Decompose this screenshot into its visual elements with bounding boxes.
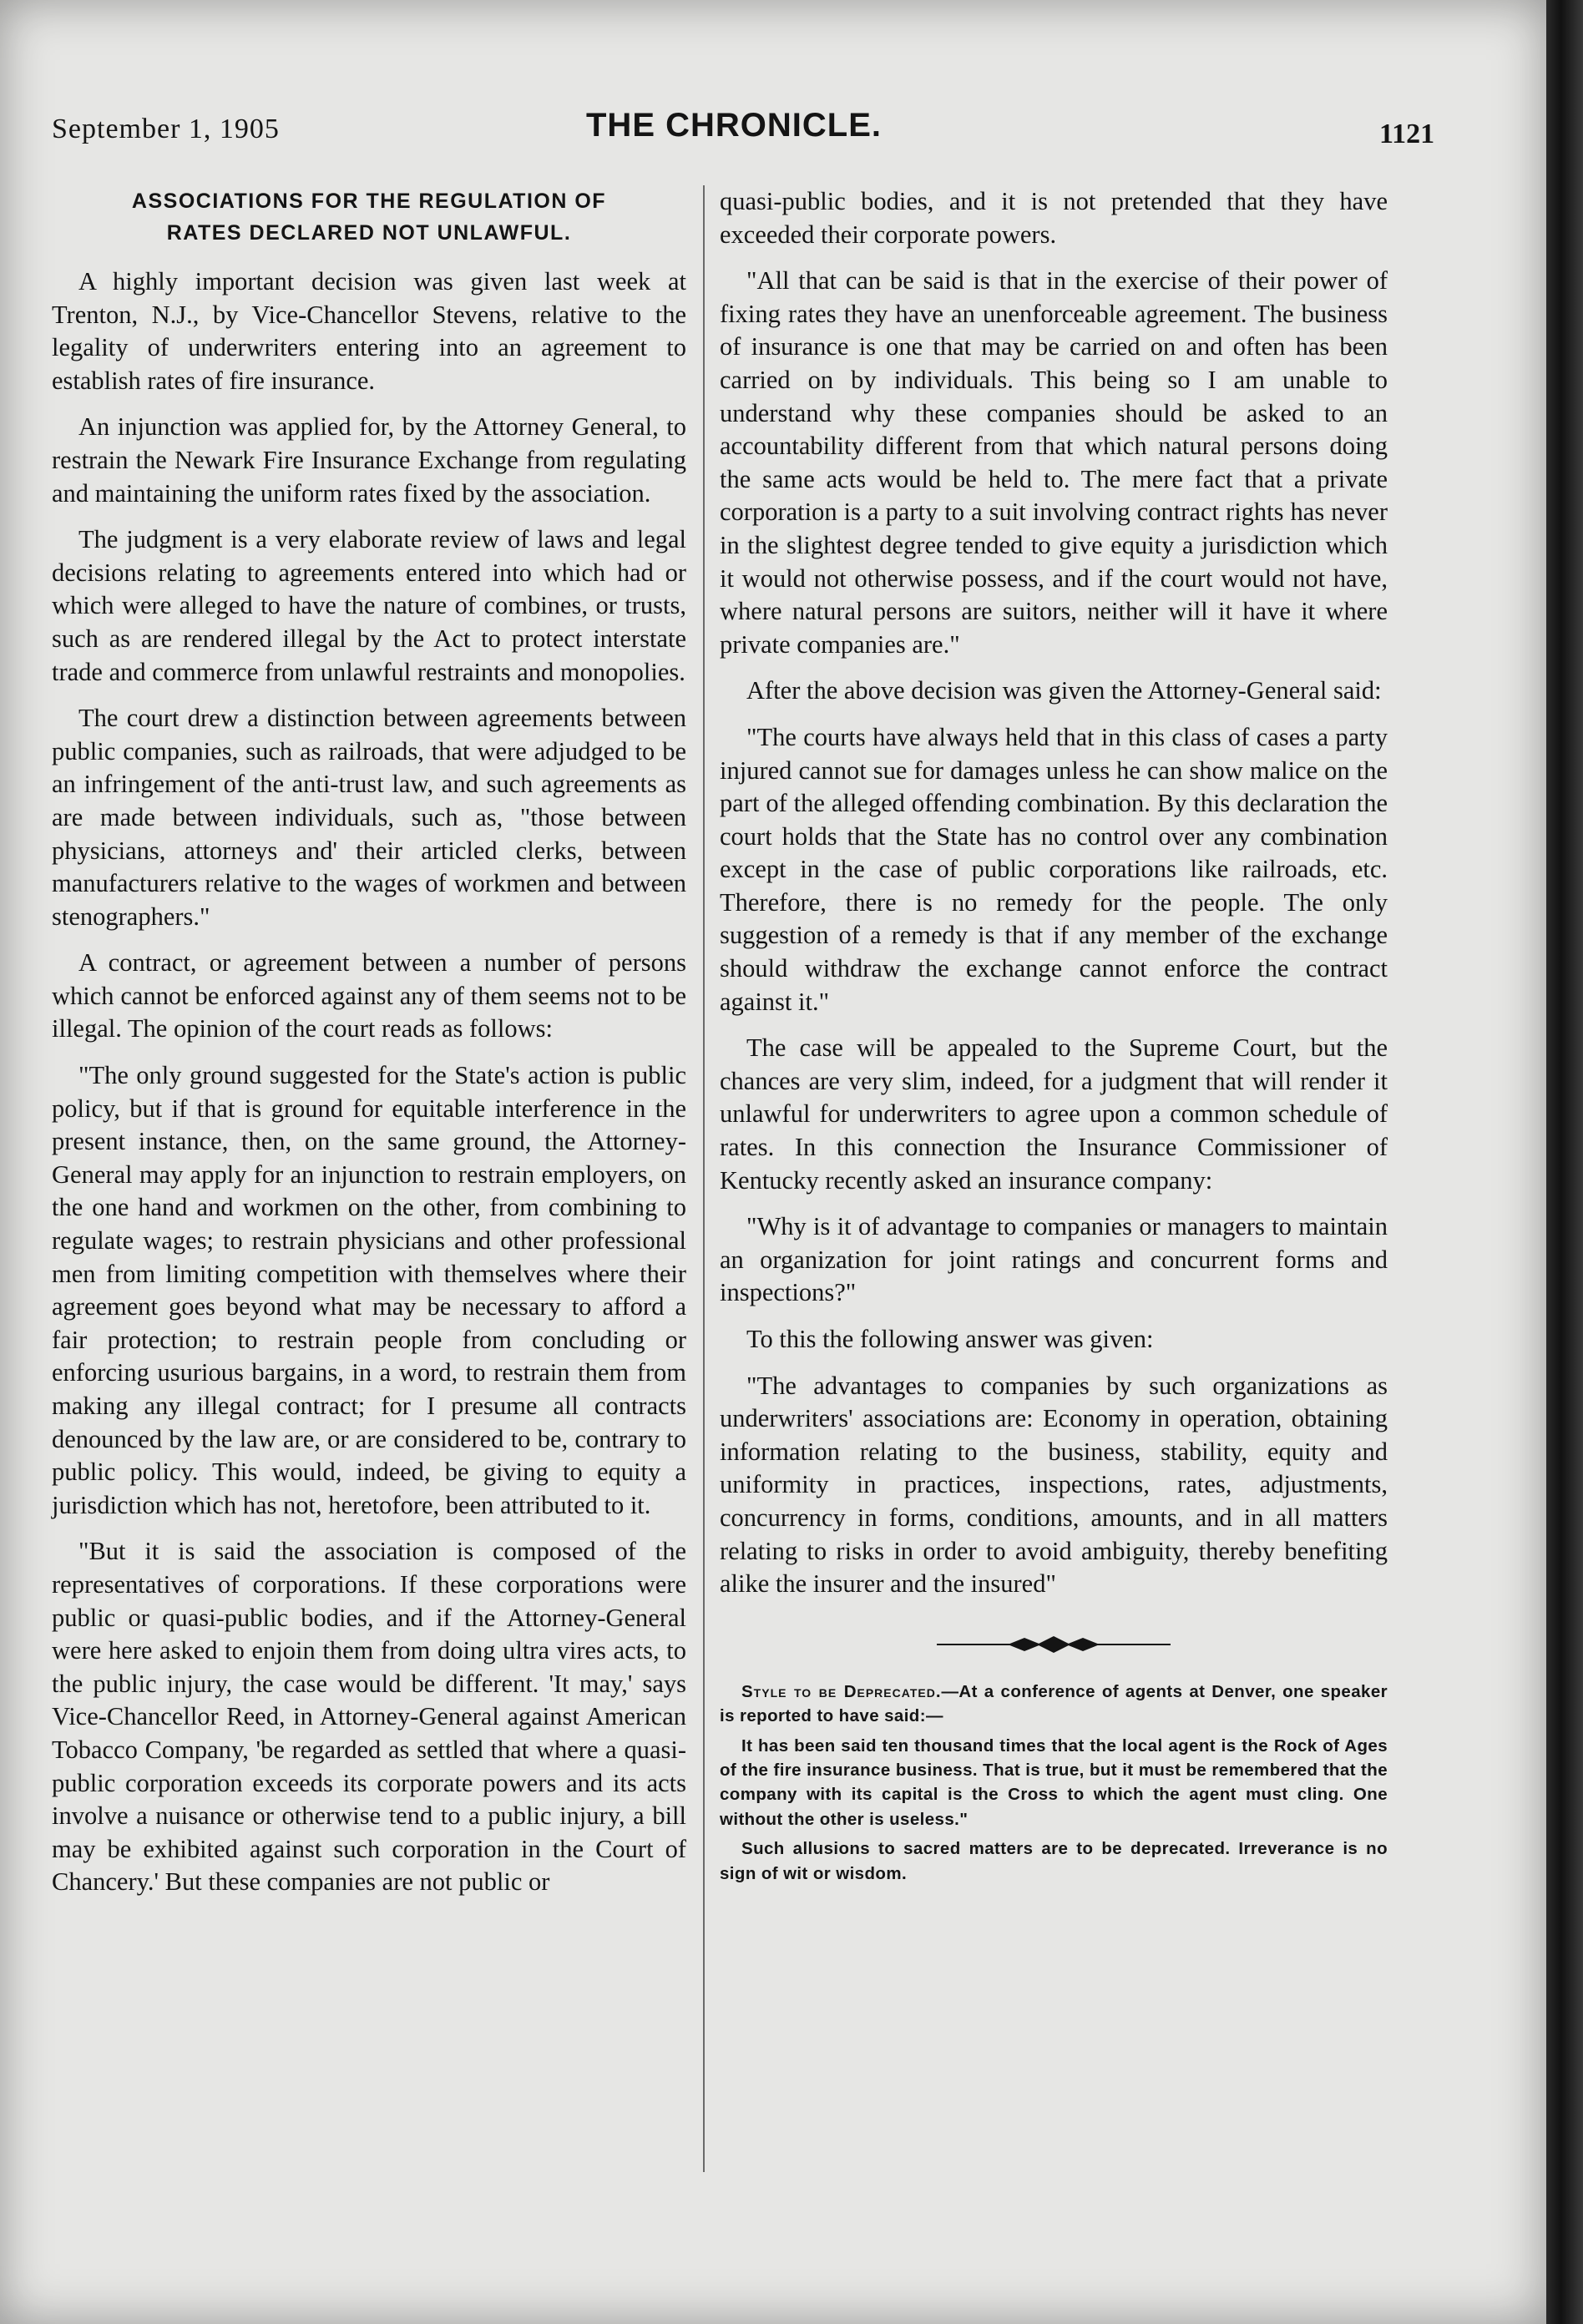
paragraph: "The only ground suggested for the State's action is public policy, but if that is ground for equitable interference in the present instance, then, on the same ground, the Attorney-General may apply for an injunction to restrain employers, on the one hand and workmen on the other, from combining to regulate wages; to restrain physicians and other professional men from limiting competition with themselves where their agreement goes beyond what may be necessary to afford a fair protection; to restrain people from concluding or enforcing usurious bargains, in a word, to restrain them from making any illegal contract; for I presume all contracts denounced by the law are, or are considered to be, contrary to public policy. This would, indeed, be giving to equity a jurisdiction which has not, heretofore, been attributed to it. [52, 1061, 686, 1519]
paragraph: "But it is said the association is composed of the representatives of corporations. If these corporations were public or quasi-public bodies, and if the Attorney-General were here asked to enjoin them from doing ultra vires acts, to the public injury, the case would be different. 'It may,' says Vice-Chancellor Reed, in Attorney-General against American Tobacco Company, 'be regarded as settled that where a quasi-public corporation exceeds its corporate powers and its acts involve a nuisance or otherwise tend to a public injury, a bill may be exhibited against such corporation in the Court of Chancery.' But these companies are not public or [52, 1537, 686, 1897]
notice-section [720, 1680, 1388, 1886]
scan-edge [1546, 0, 1583, 2324]
article-title [52, 185, 686, 249]
notice-intro: —At a conference of agents at Denver, one speaker is reported to have said:— [720, 1681, 1388, 1726]
paragraph: To this the following answer was given: [746, 1325, 1154, 1353]
paragraph: After the above decision was given the Attorney-General said: [746, 676, 1382, 705]
column-divider [703, 185, 705, 2172]
paragraph: The judgment is a very elaborate review of laws and legal decisions relating to agreements entered into which had or which were alleged to have the nature of combines, or trusts, such as are rendered illegal by the Act to protect interstate trade and commerce from unlawful restraints and monopolies. [52, 525, 686, 686]
paragraph: A contract, or agreement between a number of persons which cannot be enforced against any of them seems not to be illegal. The opinion of the court reads as follows: [52, 948, 686, 1043]
paragraph: "Why is it of advantage to companies or managers to maintain an organization for joint ratings and concurrent forms and inspections?" [720, 1212, 1388, 1307]
paragraph: The case will be appealed to the Supreme Court, but the chances are very slim, indeed, for a judgment that will render it unlawful for underwriters to agree upon a common schedule of rates. In this connection the Insurance Commissioner of Kentucky recently asked an insurance company: [720, 1033, 1388, 1195]
notice-heading: Style to be Deprecated. [741, 1681, 942, 1701]
article-title-line1: ASSOCIATIONS FOR THE REGULATION OF [131, 189, 607, 213]
page-header [52, 107, 1435, 157]
paragraph: "The courts have always held that in this class of cases a party injured cannot sue for damages unless he can show malice on the part of the alleged offending combination. By this declaration the court holds that the State has no control over any combination except in the case of public corporations like railroads, etc. Therefore, there is no remedy for the people. The only suggestion of a remedy is that if any member of the exchange should withdraw the exchange cannot enforce the contract against it." [720, 722, 1388, 1016]
paragraph: The court drew a distinction between agreements between public companies, such as railroads, that were adjudged to be an infringement of the anti-trust law, and such agreements as are made between individuals, such as, "those between physicians, attorneys and' their articled clerks, between manufacturers relative to the wages of workmen and between stenographers." [52, 704, 686, 931]
right-column [720, 185, 1388, 1891]
paragraph: "The advantages to companies by such organizations as underwriters' associations are: Economy in operation, obtaining information relating to the business, stability, equity and uniformity in practices, inspections, rates, adjustments, concurrency in forms, conditions, amounts, and in all matters relating to risks in order to avoid ambiguity, thereby benefiting alike the insurer and the insured" [720, 1371, 1388, 1599]
left-column [52, 185, 686, 1912]
paragraph: "All that can be said is that in the exercise of their power of fixing rates they have an unenforceable agreement. The business of insurance is one that may be carried on and often has been carried on by individuals. This being so I am unable to understand why these companies should be asked to an accountability different from that which natural persons doing the same acts would be held to. The mere fact that a private corporation is a party to a suit involving contract rights has never in the slightest degree tended to give equity a jurisdiction which it would not otherwise possess, and if the court would not have, where natural persons are suitors, neither will it have it where private companies are." [720, 266, 1388, 659]
header-page-number: 1121 [1379, 119, 1435, 149]
header-title: THE CHRONICLE. [586, 107, 882, 144]
paragraph: quasi-public bodies, and it is not pretended that they have exceeded their corporate powers. [720, 187, 1388, 249]
notice-paragraph: Such allusions to sacred matters are to be deprecated. Irreverance is no sign of wit or wisdom. [720, 1839, 1388, 1883]
header-date: September 1, 1905 [52, 114, 280, 144]
article-title-line2: RATES DECLARED NOT UNLAWFUL. [166, 221, 572, 245]
paragraph: A highly important decision was given last week at Trenton, N.J., by Vice-Chancellor Stevens, relative to the legality of underwriters entering into an agreement to establish rates of fire insurance. [52, 267, 686, 395]
section-ornament-icon [928, 1634, 1179, 1655]
notice-paragraph [720, 1680, 1388, 1729]
notice-paragraph: It has been said ten thousand times that the local agent is the Rock of Ages of the fire insurance business. That is true, but it must be remembered that the company with its capital is the Cross to which the agent must cling. One without the other is useless." [720, 1735, 1388, 1829]
paragraph: An injunction was applied for, by the Attorney General, to restrain the Newark Fire Insurance Exchange from regulating and maintaining the uniform rates fixed by the association. [52, 412, 686, 508]
